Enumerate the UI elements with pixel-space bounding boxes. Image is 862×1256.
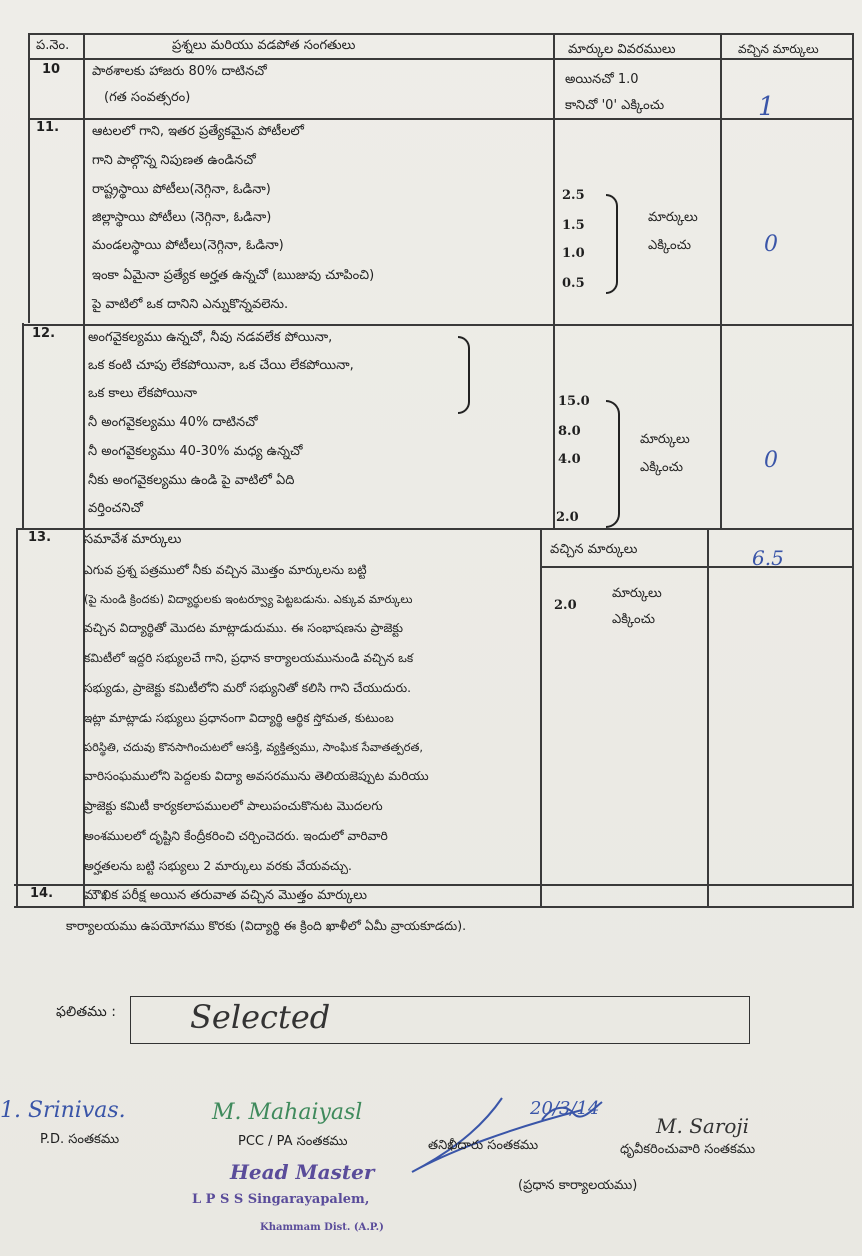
row12-left-brace xyxy=(458,336,470,414)
row12-line: నీ అంగవైకల్యము 40-30% మధ్య ఉన్నచో xyxy=(88,444,303,459)
stamp-line: Khammam Dist. (A.P.) xyxy=(260,1222,384,1233)
head-office-label: (ప్రధాన కార్యాలయము) xyxy=(518,1178,638,1193)
row13-number: 13. xyxy=(28,530,52,545)
row12-value: 2.0 xyxy=(556,510,579,525)
row13-paragraph-line: ఇట్లా మాట్లాడు సభ్యులు ప్రధానంగా విద్యార్థి ఆర్థిక స్తోమత, కుటుంబ xyxy=(84,711,394,725)
row13-received-label: వచ్చిన మార్కులు xyxy=(550,542,638,557)
header-col-question: ప్రశ్నలు మరియు వడపోత సంగతులు xyxy=(172,38,356,53)
row11-line: ఇంకా ఏమైనా ప్రత్యేక అర్హత ఉన్నచో (ఋజువు చూపించి) xyxy=(92,268,375,283)
inspector-label: తనిఖీదారు సంతకము xyxy=(428,1138,539,1153)
header-col-no: ప.నెం. xyxy=(36,38,70,53)
row11-line: ఆటలలో గాని, ఇతర ప్రత్యేకమైన పోటీలలో xyxy=(92,124,304,139)
row13-paragraph-line: ఎగువ ప్రశ్న పత్రములో నీకు వచ్చిన మొత్తం మార్కులను బట్టి xyxy=(84,563,367,577)
pd-label: P.D. సంతకము xyxy=(40,1132,120,1147)
verifier-signature: M. Saroji xyxy=(656,1114,750,1138)
row12-value: 15.0 xyxy=(558,394,590,409)
row12-line: ఒక కంటి చూపు లేకపోయినా, ఒక చేయి లేకపోయినా, xyxy=(88,358,354,373)
result-value: Selected xyxy=(190,998,331,1036)
office-note: కార్యాలయము ఉపయోగము కొరకు (విద్యార్థి ఈ క్రింది ఖాళీలో ఏమీ వ్రాయకూడదు). xyxy=(66,918,467,933)
row10-marks-line: కానిచో '0' ఎక్కించు xyxy=(565,98,665,113)
row11-value: 0.5 xyxy=(562,276,585,291)
row10-awarded: 1 xyxy=(758,92,775,122)
row13-paragraph-line: పరిస్థితి, చదువు కొనసాగించుటలో ఆసక్తి, వ్యక్తిత్వము, సాంఘిక సేవాతత్పరత, xyxy=(84,740,423,754)
row13-marks-label: మార్కులు xyxy=(612,586,662,601)
row11-line: మండలస్థాయి పోటీలు(నెగ్గినా, ఓడినా) xyxy=(92,238,284,253)
stamp-line: L P S S Singarayapalem, xyxy=(192,1192,370,1207)
row13-paragraph-line: అర్హతలను బట్టి సభ్యులు 2 మార్కులు వరకు వేయవచ్చు. xyxy=(84,859,352,873)
row11-marks-label: మార్కులు xyxy=(648,210,698,225)
row12-line: నీ అంగవైకల్యము 40% దాటినచో xyxy=(88,415,258,430)
inspector-signature: 20/3/14 xyxy=(530,1098,600,1119)
inspector-signature-scrawl xyxy=(392,1080,632,1180)
row12-marks-label: మార్కులు xyxy=(640,432,690,447)
row13-paragraph-line: అంశములలో దృష్టిని కేంద్రీకరించి చర్చించెదరు. ఇందులో వారివారి xyxy=(84,829,388,843)
row11-brace xyxy=(606,194,618,294)
row12-marks-label: ఎక్కించు xyxy=(640,460,683,475)
row12-line: అంగవైకల్యము ఉన్నచో, నీవు నడవలేక పోయినా, xyxy=(88,330,333,345)
row11-value: 1.5 xyxy=(562,218,585,233)
row12-line: వర్తించనిచో xyxy=(88,501,144,516)
row11-line: రాష్ట్రస్థాయి పోటీలు(నెగ్గినా, ఓడినా) xyxy=(92,182,271,197)
row13-paragraph-line: (పై నుండి క్రిందకు) విద్యార్థులకు ఇంటర్వ్యూ పెట్టబడును. ఎక్కువ మార్కులు xyxy=(84,592,413,606)
row13-received-value: 6.5 xyxy=(752,546,784,570)
row14-number: 14. xyxy=(30,886,54,901)
row11-value: 1.0 xyxy=(562,246,585,261)
pd-signature: 1. Srinivas. xyxy=(0,1098,126,1123)
pcc-label: PCC / PA సంతకము xyxy=(238,1134,348,1149)
row11-line: పై వాటిలో ఒక దానిని ఎన్నుకొన్నవలెను. xyxy=(92,297,289,312)
row12-value: 8.0 xyxy=(558,424,581,439)
row13-title: సమావేశ మార్కులు xyxy=(84,532,182,547)
row13-paragraph-line: సభ్యుడు, ప్రాజెక్టు కమిటీలోని మరో సభ్యునితో కలిసి గాని చేయుదురు. xyxy=(84,681,412,695)
row13-paragraph-line: ప్రాజెక్టు కమిటీ కార్యకలాపములలో పాలుపంచుకొనుట మొదలగు xyxy=(84,799,383,813)
row13-paragraph-line: వచ్చిన విద్యార్థితో మొదట మాట్లాడుదుము. ఈ సంభాషణను ప్రాజెక్టు xyxy=(84,621,403,635)
row12-awarded: 0 xyxy=(764,448,778,473)
row10-line: పాఠశాలకు హాజరు 80% దాటినచో xyxy=(92,64,267,79)
row13-value: 2.0 xyxy=(554,598,577,613)
row14-text: మౌఖిక పరీక్ష అయిన తరువాత వచ్చిన మొత్తం మార్కులు xyxy=(84,888,368,903)
row10-number: 10 xyxy=(42,62,61,77)
row11-awarded: 0 xyxy=(764,232,778,257)
header-col-marks-awarded: వచ్చిన మార్కులు xyxy=(738,42,819,56)
row12-line: నీకు అంగవైకల్యము ఉండి పై వాటిలో ఏది xyxy=(88,473,295,488)
pcc-signature: M. Mahaiyasl xyxy=(212,1100,363,1125)
result-label: ఫలితము : xyxy=(56,1004,116,1020)
stamp-line: Head Master xyxy=(230,1160,375,1184)
row12-brace xyxy=(606,400,620,528)
row10-marks-line: అయినచో 1.0 xyxy=(565,72,639,87)
row11-line: గాని పాల్గొన్న నిపుణత ఉండినచో xyxy=(92,153,256,168)
row13-marks-label: ఎక్కించు xyxy=(612,612,655,627)
verifier-label: ధృవీకరించువారి సంతకము xyxy=(620,1142,756,1157)
row11-marks-label: ఎక్కించు xyxy=(648,238,691,253)
row12-value: 4.0 xyxy=(558,452,581,467)
row13-paragraph-line: కమిటీలో ఇద్దరి సభ్యులచే గాని, ప్రధాన కార్యాలయమునుండి వచ్చిన ఒక xyxy=(84,651,414,665)
row11-line: జిల్లాస్థాయి పోటీలు (నెగ్గినా, ఓడినా) xyxy=(92,210,272,225)
row13-paragraph-line: వారిసంఘములోని పెద్దలకు విద్యా అవసరమును తెలియజెప్పుట మరియు xyxy=(84,769,429,783)
row12-number: 12. xyxy=(32,326,56,341)
row12-line: ఒక కాలు లేకపోయినా xyxy=(88,386,198,401)
header-col-marks-details: మార్కుల వివరములు xyxy=(568,42,676,57)
row11-value: 2.5 xyxy=(562,188,585,203)
row11-number: 11. xyxy=(36,120,60,135)
row10-line: (గత సంవత్సరం) xyxy=(104,90,191,105)
